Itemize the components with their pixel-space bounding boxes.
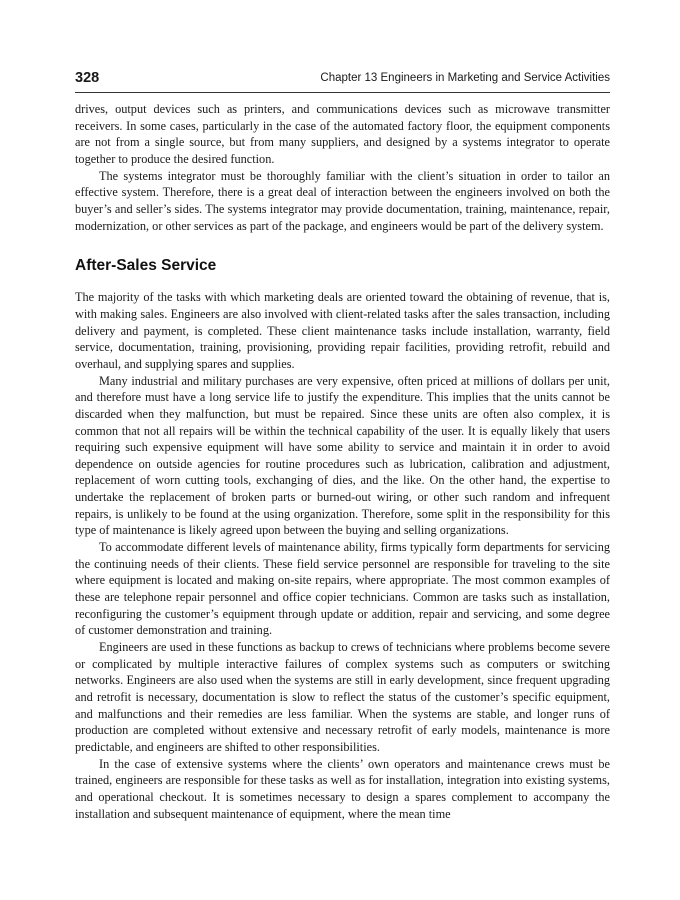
paragraph: Many industrial and military purchases are very expensive, often priced at millions of dollars per unit, and therefore must have a long service life to justify the expenditure. This implies that the units cannot be discarded when they malfunction, but must be repaired. Since these units are often also complex, it is common that not all repairs will be within the technical capability of the user. It is equally likely that users requiring such expensive equipment will have some ability to service and maintain it in order to avoid dependence on outside agencies for routine procedures such as lubrication, calibration and adjustment, replacement of worn cutting tools, exchanging of dies, and the like. On the other hand, the expertise to undertake the replacement of broken parts or burned-out wiring, or other such random and infrequent repairs, is unlikely to be found at the using organization. Therefore, some split in the responsibility for this type of maintenance is likely agreed upon between the buying and selling organizations. <box>75 373 610 538</box>
page-number: 328 <box>75 70 100 86</box>
paragraph: drives, output devices such as printers, and communications devices such as microwave transmitter receivers. In some cases, particularly in the case of the automated factory floor, the equipment components are not from a single source, but from many suppliers, and designed by a systems integrator to operate together to produce the desired function. <box>75 102 610 166</box>
paragraph: The majority of the tasks with which marketing deals are oriented toward the obtaining of revenue, that is, with making sales. Engineers are also involved with client-related tasks after the sales transaction, including delivery and payment, is completed. These client maintenance tasks include installation, warranty, field service, documentation, training, provisioning, providing repair facilities, providing retrofit, rebuild and overhaul, and supplying spares and supplies. <box>75 290 610 371</box>
paragraph: In the case of extensive systems where the clients’ own operators and maintenance crews must be trained, engineers are responsible for these tasks as well as for installation, integration into existing systems, and operational checkout. It is sometimes necessary to design a spares complement to accompany the installation and subsequent maintenance of equipment, where the mean time <box>75 756 610 821</box>
paragraph: To accommodate different levels of maintenance ability, firms typically form departments for servicing the continuing needs of their clients. These field service personnel are responsible for traveling to the site where equipment is located and making on-site repairs, where appropriate. The most common examples of these are telephone repair personnel and office copier technicians. Common are tasks such as installation, reconfiguring the customer’s equipment through update or addition, repair and servicing, and some degree of customer demonstration and training. <box>75 540 610 638</box>
page-header <box>75 70 610 90</box>
section-heading: After-Sales Service <box>75 257 217 275</box>
running-head: Chapter 13 Engineers in Marketing and Service Activities <box>320 72 610 84</box>
paragraph: The systems integrator must be thoroughly familiar with the client’s situation in order to tailor an effective system. Therefore, there is a great deal of interaction between the engineers involved on both the buyer’s and seller’s sides. The systems integrator may provide documentation, training, maintenance, repair, modernization, or other services as part of the package, and engineers would be part of the delivery system. <box>75 168 610 233</box>
header-rule <box>75 92 610 93</box>
paragraph: Engineers are used in these functions as backup to crews of technicians where problems become severe or complicated by multiple interactive failures of complex systems such as computers or switching networks. Engineers are also used when the systems are still in early development, since frequent upgrading and retrofit is necessary, documentation is slow to reflect the status of the customer’s specific equipment, and malfunctions and their remedies are less familiar. When the systems are stable, and longer runs of production are completed without extensive and necessary retrofit of early models, maintenance is more predictable, and engineers are shifted to other responsibilities. <box>75 640 610 754</box>
page-body <box>75 101 610 822</box>
